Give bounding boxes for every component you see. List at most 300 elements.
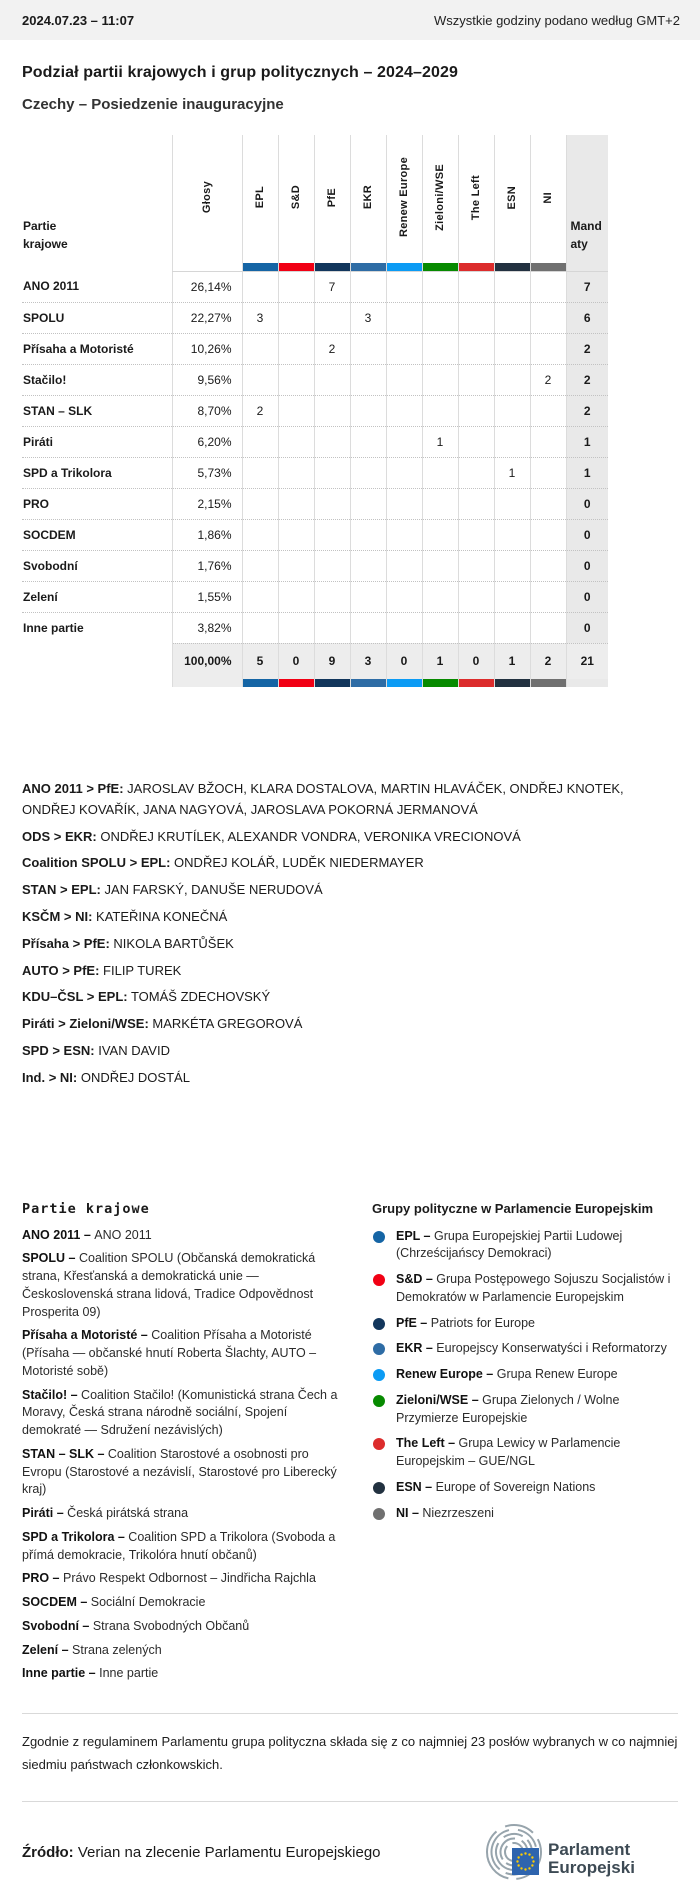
group-legend-item [372, 1228, 678, 1264]
group-legend-text: S&D – Grupa Postępowego Sojuszu Socjalistów i Demokratów w Parlamencie Europejskim [396, 1272, 671, 1304]
seats-cell [422, 550, 458, 581]
seats-cell [242, 271, 278, 302]
seats-cell [458, 364, 494, 395]
party-name-cell: Svobodní [22, 550, 172, 581]
page-title: Podział partii krajowych i grup politycznych – 2024–2029 [22, 64, 458, 81]
legends-section [22, 1201, 678, 1690]
color-bar-cell [494, 679, 530, 687]
party-legend-item: Svobodní – Strana Svobodných Občanů [22, 1618, 250, 1633]
seats-cell [458, 612, 494, 643]
table-row [22, 364, 608, 395]
party-legend-name: Inne partie – [22, 1666, 100, 1681]
party-legend-name: Přísaha a Motoristé – [22, 1328, 152, 1343]
mandates-cell: 0 [566, 488, 608, 519]
votes-cell: 26,14% [172, 271, 242, 302]
party-legend-item: SOCDEM – Sociální Demokracie [22, 1595, 206, 1610]
group-header-label-7: ESN [505, 185, 518, 210]
seats-cell [350, 395, 386, 426]
party-legend-item: PRO – Právo Respekt Odbornost – Jindřicha Rajchla [22, 1571, 316, 1586]
seats-cell [422, 519, 458, 550]
seats-cell [386, 302, 422, 333]
seats-cell [422, 581, 458, 612]
seats-cell [458, 271, 494, 302]
table-row [22, 426, 608, 457]
footer-divider-top [22, 1713, 678, 1714]
seats-cell [314, 488, 350, 519]
votes-cell: 22,27% [172, 302, 242, 333]
seats-cell [530, 612, 566, 643]
group-header-label-1: S&D [289, 185, 302, 210]
seats-cell: 2 [314, 333, 350, 364]
party-name-cell: SPOLU [22, 302, 172, 333]
mep-entry-path: ANO 2011 > PfE: [22, 781, 124, 796]
mandates-cell: 7 [566, 271, 608, 302]
seats-cell [458, 519, 494, 550]
party-legend-item: Stačilo! – Coalition Stačilo! (Komunistická strana Čech a Moravy, Česká strana národně sociální, Spojení demokraté — Sdružení nezávislých) [22, 1387, 338, 1438]
party-legend-header: Partie krajowe [22, 1200, 150, 1217]
color-bar-cell [314, 263, 350, 271]
group-legend-item [372, 1479, 678, 1497]
datetime-label: 2024.07.23 – 11:07 [22, 12, 135, 28]
source-line [22, 1844, 381, 1861]
seats-cell [422, 395, 458, 426]
group-header-label-4: Renew Europe [397, 157, 410, 238]
group-legend-abbr: NI – [396, 1505, 423, 1520]
seats-cell [278, 333, 314, 364]
group-legend-abbr: Zieloni/WSE – [396, 1392, 483, 1407]
group-legend-abbr: S&D – [396, 1272, 437, 1287]
seats-cell [350, 364, 386, 395]
color-bar-cell [422, 263, 458, 271]
mep-entry: Piráti > Zieloni/WSE: MARKÉTA GREGOROVÁ [22, 1016, 303, 1032]
seats-cell [314, 519, 350, 550]
mep-entry-path: Přísaha > PfE: [22, 935, 110, 951]
header-color-bar-row [22, 263, 608, 271]
group-color-dot [373, 1438, 385, 1450]
seats-cell [494, 488, 530, 519]
mep-entry-path: Coalition SPOLU > EPL: [22, 855, 171, 871]
seats-cell [242, 519, 278, 550]
seats-cell [494, 302, 530, 333]
seats-cell [422, 364, 458, 395]
column-header-group [458, 135, 494, 263]
party-name-cell: Stačilo! [22, 364, 172, 395]
table-header-row [22, 135, 608, 263]
group-legend-abbr: ESN – [396, 1479, 436, 1494]
group-legend-text: The Left – Grupa Lewicy w Parlamencie Europejskim – GUE/NGL [396, 1436, 621, 1469]
color-bar-cell [386, 679, 422, 687]
seats-cell [422, 302, 458, 333]
color-bar-cell [278, 263, 314, 271]
group-legend-items [372, 1228, 678, 1523]
color-bar-cell [314, 679, 350, 687]
seats-cell [494, 612, 530, 643]
total-seats-cell: 2 [530, 643, 566, 679]
group-legend-item [372, 1392, 678, 1428]
seats-cell [494, 395, 530, 426]
column-header-group [350, 135, 386, 263]
seats-cell [278, 612, 314, 643]
seats-cell [530, 581, 566, 612]
seats-cell [242, 333, 278, 364]
group-legend-abbr: EPL – [396, 1228, 434, 1243]
party-legend-name: SPOLU – [22, 1251, 79, 1266]
mep-entry: ODS > EKR: ONDŘEJ KRUTÍLEK, ALEXANDR VONDRA, VERONIKA VRECIONOVÁ [22, 828, 521, 844]
seats-cell [314, 457, 350, 488]
total-blank-cell [22, 643, 172, 679]
page-subtitle: Czechy – Posiedzenie inauguracyjne [22, 96, 284, 113]
group-legend-abbr: The Left – [396, 1436, 459, 1451]
party-name-cell: ANO 2011 [23, 279, 80, 294]
seats-cell [278, 364, 314, 395]
color-bar-cell [386, 263, 422, 271]
group-legend-item [372, 1366, 678, 1384]
mandates-cell: 1 [566, 457, 608, 488]
mep-entry-path: STAN > EPL: [22, 882, 101, 898]
color-bar-cell [242, 263, 278, 271]
column-header-group [494, 135, 530, 263]
total-mandates-cell: 21 [566, 643, 608, 679]
column-header-group [530, 135, 566, 263]
seats-cell [386, 457, 422, 488]
mandates-header-label: Mandaty [570, 219, 602, 251]
mandates-cell: 1 [566, 426, 608, 457]
seats-cell [350, 271, 386, 302]
votes-cell: 6,20% [172, 426, 242, 457]
mep-entry-path: KDU–ČSL > EPL: [22, 989, 128, 1005]
bar-spacer-votes [172, 263, 242, 271]
color-bar-cell [242, 679, 278, 687]
top-bar [0, 0, 700, 40]
seats-cell: 7 [314, 271, 350, 302]
seats-cell [386, 519, 422, 550]
corner-header-label: Partie krajowe [23, 219, 68, 251]
seats-cell [458, 302, 494, 333]
party-legend-item: Piráti – Česká pirátská strana [22, 1506, 189, 1521]
color-bar-cell [278, 679, 314, 687]
party-legend-name: Zelení – [22, 1642, 73, 1657]
table-row [22, 302, 608, 333]
seats-cell [530, 271, 566, 302]
seats-cell: 3 [350, 302, 386, 333]
party-name-cell: Přísaha a Motoristé [22, 333, 172, 364]
timezone-note: Wszystkie godziny podano według GMT+2 [433, 12, 680, 28]
column-header-group [314, 135, 350, 263]
seats-cell [278, 271, 314, 302]
seats-cell [422, 271, 458, 302]
seats-cell [278, 581, 314, 612]
seats-cell [242, 488, 278, 519]
mep-entry: Přísaha > PfE: NIKOLA BARTŮŠEK [22, 935, 234, 951]
column-header-group [422, 135, 458, 263]
group-legend-item [372, 1505, 678, 1523]
votes-cell: 3,82% [172, 612, 242, 643]
group-header-label-8: NI [541, 191, 554, 204]
seats-cell [530, 550, 566, 581]
seats-cell [350, 488, 386, 519]
logo-text-line2: Europejski [548, 1857, 635, 1877]
seats-cell [242, 364, 278, 395]
table-row [22, 519, 608, 550]
table-row [22, 457, 608, 488]
color-bar-cell [494, 263, 530, 271]
party-legend-name: ANO 2011 – [22, 1227, 95, 1242]
party-legend [22, 1201, 344, 1690]
mep-entry: Ind. > NI: ONDŘEJ DOSTÁL [22, 1069, 190, 1085]
total-seats-cell: 3 [350, 643, 386, 679]
table-body [22, 271, 608, 687]
bar-spacer [22, 679, 172, 687]
group-legend-text: EKR – Europejscy Konserwatyści i Reformatorzy [396, 1341, 667, 1356]
seats-cell [530, 302, 566, 333]
mandates-cell: 0 [566, 581, 608, 612]
table-row [22, 395, 608, 426]
party-legend-name: SOCDEM – [22, 1595, 91, 1610]
group-legend-abbr: Renew Europe – [396, 1367, 497, 1382]
seats-cell [458, 457, 494, 488]
column-header-mandates [566, 135, 608, 263]
party-legend-name: Stačilo! – [22, 1387, 82, 1402]
seats-cell [350, 612, 386, 643]
seats-cell [494, 364, 530, 395]
seats-cell [458, 395, 494, 426]
color-bar-cell [350, 679, 386, 687]
party-legend-name: Svobodní – [22, 1618, 93, 1633]
party-name-cell: Piráti [22, 426, 172, 457]
seats-cell [350, 550, 386, 581]
group-legend-text: Renew Europe – Grupa Renew Europe [396, 1367, 618, 1382]
seats-cell: 3 [242, 302, 278, 333]
party-legend-item: Zelení – Strana zelených [22, 1642, 162, 1657]
party-name-cell: PRO [22, 488, 172, 519]
votes-cell: 2,15% [172, 488, 242, 519]
group-legend-text: ESN – Europe of Sovereign Nations [396, 1479, 596, 1494]
seats-cell [458, 581, 494, 612]
total-seats-cell: 1 [494, 643, 530, 679]
group-color-dot [373, 1343, 385, 1355]
group-legend-abbr: EKR – [396, 1341, 437, 1356]
seats-cell [278, 395, 314, 426]
seats-cell [278, 519, 314, 550]
logo-hemicycle-icon [484, 1822, 680, 1884]
seats-cell [458, 426, 494, 457]
seats-cell [386, 426, 422, 457]
votes-cell: 9,56% [172, 364, 242, 395]
seats-cell [386, 271, 422, 302]
group-legend [372, 1201, 678, 1690]
seats-cell [386, 550, 422, 581]
seats-cell [386, 581, 422, 612]
column-header-group [386, 135, 422, 263]
party-name-cell: SOCDEM [22, 519, 172, 550]
seats-cell [494, 271, 530, 302]
seats-cell [314, 581, 350, 612]
mep-entry-path: AUTO > PfE: [22, 962, 100, 978]
mep-entry: KSČM > NI: KATEŘINA KONEČNÁ [22, 908, 228, 924]
party-legend-item: ANO 2011 – ANO 2011 [22, 1227, 152, 1242]
seats-cell [278, 550, 314, 581]
group-legend-item [372, 1271, 678, 1307]
mandates-cell: 6 [566, 302, 608, 333]
seats-cell [242, 457, 278, 488]
seats-cell [422, 333, 458, 364]
seats-cell [278, 302, 314, 333]
group-color-dot [373, 1318, 385, 1330]
party-legend-item: SPOLU – Coalition SPOLU (Občanská demokratická strana, Křesťanská a demokratická unie — Československá strana lidová, Tradice Odpovědnost Prosperita 09) [22, 1251, 316, 1319]
color-bar-cell [458, 263, 494, 271]
seats-cell: 2 [242, 395, 278, 426]
total-seats-cell: 1 [422, 643, 458, 679]
mep-entry: AUTO > PfE: FILIP TUREK [22, 962, 182, 978]
seats-cell [278, 426, 314, 457]
group-legend-text: NI – Niezrzeszeni [396, 1505, 494, 1520]
seats-cell [314, 426, 350, 457]
bar-spacer [22, 263, 172, 271]
votes-cell: 1,55% [172, 581, 242, 612]
table-row [22, 333, 608, 364]
group-header-label-0: EPL [253, 186, 266, 209]
group-color-dot [373, 1369, 385, 1381]
color-bar-cell [350, 263, 386, 271]
seats-cell [350, 426, 386, 457]
mandates-cell: 2 [566, 333, 608, 364]
party-name-cell: SPD a Trikolora [22, 457, 172, 488]
seats-cell: 1 [422, 426, 458, 457]
source-row [22, 1822, 680, 1884]
party-legend-name: PRO – [22, 1571, 63, 1586]
seats-cell [314, 302, 350, 333]
seats-cell [386, 395, 422, 426]
column-header-group [278, 135, 314, 263]
total-seats-cell: 9 [314, 643, 350, 679]
seats-cell [314, 364, 350, 395]
seats-cell [530, 488, 566, 519]
seats-cell [314, 550, 350, 581]
mep-entry: STAN > EPL: JAN FARSKÝ, DANUŠE NERUDOVÁ [22, 882, 323, 898]
seats-cell [278, 457, 314, 488]
party-name-cell: Inne partie [22, 612, 172, 643]
party-legend-name: STAN – SLK – [22, 1446, 108, 1461]
seats-cell: 2 [530, 364, 566, 395]
mep-entry-path: Ind. > NI: [22, 1069, 78, 1085]
votes-cell: 1,76% [172, 550, 242, 581]
column-header-group [242, 135, 278, 263]
seats-cell [386, 612, 422, 643]
table-row [22, 488, 608, 519]
bar-spacer-mandates [566, 263, 608, 271]
seats-cell [350, 519, 386, 550]
total-seats-cell: 0 [458, 643, 494, 679]
seats-cell [242, 612, 278, 643]
group-legend-abbr: PfE – [396, 1315, 431, 1330]
seats-cell: 1 [494, 457, 530, 488]
mep-entry: ANO 2011 > PfE: JAROSLAV BŽOCH, KLARA DOSTALOVA, MARTIN HLAVÁČEK, ONDŘEJ KNOTEK, ONDŘEJ KOVAŘÍK, JANA NAGYOVÁ, JAROSLAVA POKORNÁ JERMANOVÁ [22, 781, 624, 817]
group-header-label-6: The Left [469, 174, 482, 221]
seats-cell [422, 457, 458, 488]
mep-entry-path: KSČM > NI: [22, 908, 93, 924]
party-legend-item: Inne partie – Inne partie [22, 1666, 159, 1681]
mep-entry-path: SPD > ESN: [22, 1042, 95, 1058]
seats-cell [494, 550, 530, 581]
footer-divider-bottom [22, 1801, 678, 1802]
total-row [22, 643, 608, 679]
eu-flag-square [512, 1848, 539, 1875]
seats-cell [458, 333, 494, 364]
mandates-cell: 0 [566, 550, 608, 581]
group-legend-header: Grupy polityczne w Parlamencie Europejskim [372, 1200, 654, 1216]
mep-assignments-list [22, 779, 678, 1089]
seats-cell [350, 457, 386, 488]
seats-cell [422, 488, 458, 519]
mep-entry: Coalition SPOLU > EPL: ONDŘEJ KOLÁŘ, LUDĚK NIEDERMAYER [22, 855, 424, 871]
color-bar-cell [530, 679, 566, 687]
seats-cell [494, 426, 530, 457]
group-legend-item [372, 1315, 678, 1333]
seats-cell [530, 457, 566, 488]
mep-entry: SPD > ESN: IVAN DAVID [22, 1042, 170, 1058]
seats-cell [530, 426, 566, 457]
mep-entry: KDU–ČSL > EPL: TOMÁŠ ZDECHOVSKÝ [22, 989, 271, 1005]
group-header-label-3: EKR [361, 185, 374, 210]
seats-cell [278, 488, 314, 519]
group-color-dot [373, 1482, 385, 1494]
party-name-cell: Zelení [22, 581, 172, 612]
source-label: Źródło: [22, 1844, 74, 1862]
total-seats-cell: 0 [278, 643, 314, 679]
seats-cell [314, 395, 350, 426]
party-legend-item: SPD a Trikolora – Coalition SPD a Trikolora (Svoboda a přímá demokracie, Trikolóra hnutí občanů) [22, 1529, 336, 1562]
mep-entry-path: ODS > EKR: [22, 828, 97, 844]
table-row [22, 581, 608, 612]
seats-cell [530, 519, 566, 550]
color-bar-cell [458, 679, 494, 687]
seats-cell [350, 581, 386, 612]
seats-cell [314, 612, 350, 643]
table-row [22, 271, 608, 302]
column-header-votes [172, 135, 242, 263]
group-legend-text: EPL – Grupa Europejskiej Partii Ludowej (Chrześcijańscy Demokraci) [396, 1228, 623, 1261]
source-text: Verian na zlecenie Parlamentu Europejskiego [77, 1844, 381, 1862]
votes-cell: 10,26% [172, 333, 242, 364]
group-legend-text: PfE – Patriots for Europe [396, 1315, 535, 1330]
seats-cell [386, 333, 422, 364]
group-header-label-2: PfE [325, 187, 338, 208]
bar-spacer-mandates [566, 679, 608, 687]
seats-cell [350, 333, 386, 364]
votes-header-label: Głosy [200, 181, 213, 214]
footer-color-bar-row [22, 679, 608, 687]
group-color-dot [373, 1395, 385, 1407]
corner-header [22, 135, 172, 263]
table-head [22, 135, 608, 271]
group-legend-item [372, 1340, 678, 1358]
seats-cell [530, 395, 566, 426]
seats-cell [458, 550, 494, 581]
group-legend-text: Zieloni/WSE – Grupa Zielonych / Wolne Przymierze Europejskie [396, 1392, 620, 1425]
group-color-dot [373, 1274, 385, 1286]
logo-text-line1: Parlament [548, 1839, 631, 1859]
mandates-cell: 0 [566, 519, 608, 550]
seats-cell [458, 488, 494, 519]
seats-cell [530, 333, 566, 364]
party-legend-name: SPD a Trikolora – [22, 1529, 129, 1544]
total-seats-cell: 5 [242, 643, 278, 679]
seats-cell [242, 581, 278, 612]
table-row [22, 612, 608, 643]
group-color-dot [373, 1508, 385, 1520]
seats-cell [494, 519, 530, 550]
party-legend-items [22, 1227, 344, 1684]
